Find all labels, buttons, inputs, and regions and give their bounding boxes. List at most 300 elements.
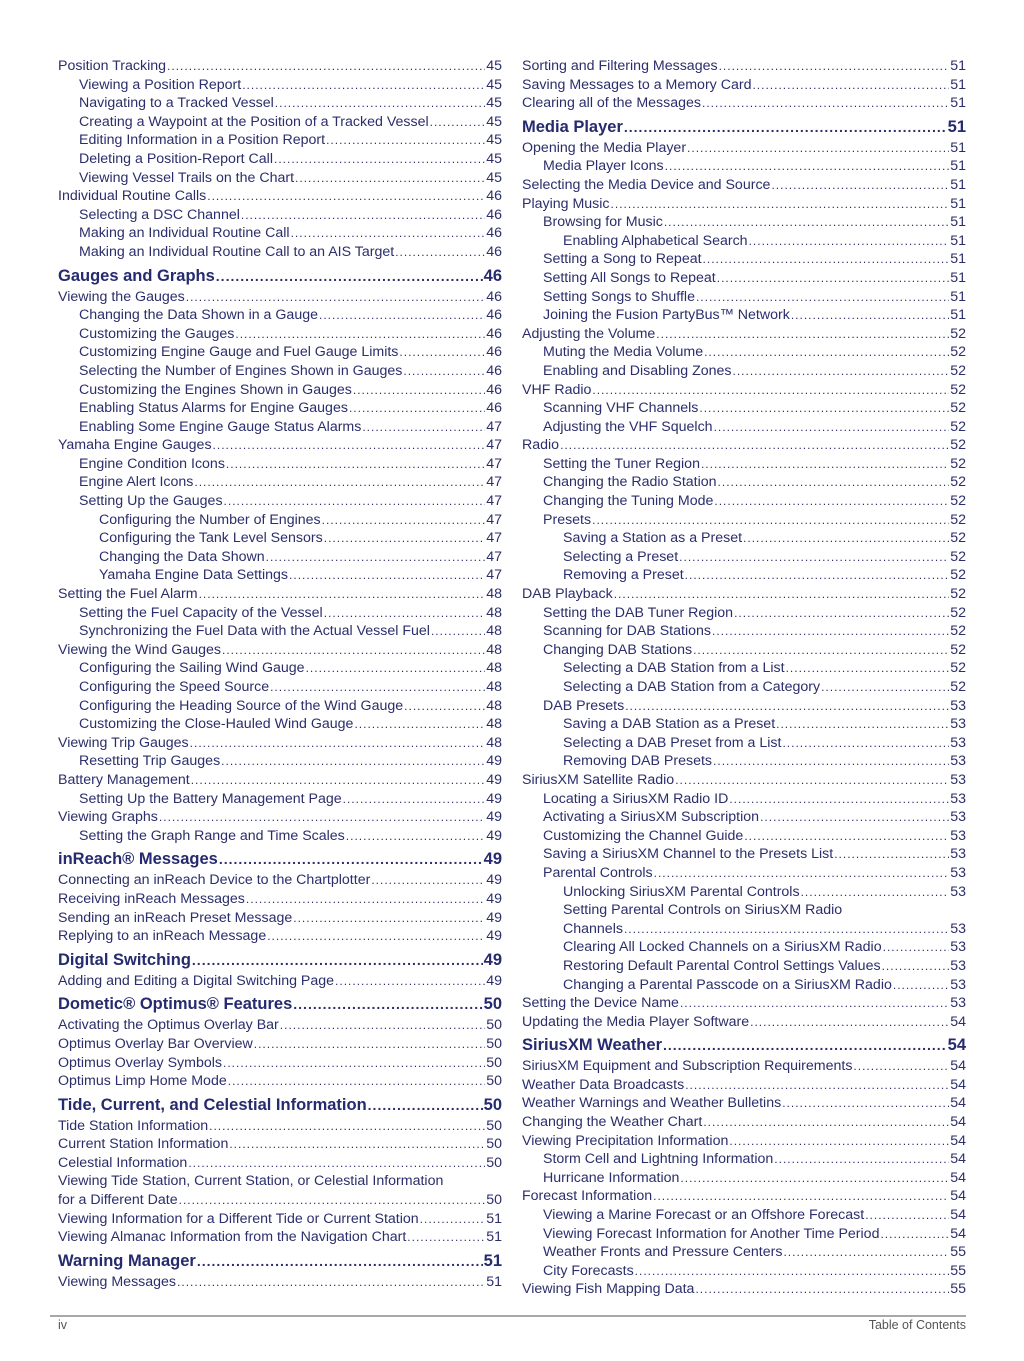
leader-dots xyxy=(744,827,949,846)
leader-dots xyxy=(774,1150,949,1169)
leader-dots xyxy=(270,678,485,697)
toc-entry[interactable] xyxy=(522,604,966,623)
toc-entry[interactable] xyxy=(522,957,966,976)
leader-dots xyxy=(821,678,949,697)
toc-entry-page: 47 xyxy=(486,567,502,584)
toc-entry-page: 53 xyxy=(950,827,966,844)
leader-dots xyxy=(664,213,949,232)
toc-entry-title: Saving a DAB Station as a Preset xyxy=(563,716,776,733)
toc-entry[interactable] xyxy=(522,232,966,251)
toc-entry-title: Optimus Overlay Symbols xyxy=(58,1054,222,1071)
leader-dots xyxy=(717,269,949,288)
toc-entry[interactable] xyxy=(522,845,966,864)
toc-entry[interactable] xyxy=(58,1135,502,1154)
leader-dots xyxy=(267,927,485,946)
toc-entry-page: 49 xyxy=(483,850,502,869)
toc-entry[interactable] xyxy=(58,604,502,623)
toc-entry[interactable] xyxy=(58,206,502,225)
toc-entry-page: 53 xyxy=(950,753,966,770)
toc-entry[interactable] xyxy=(522,566,966,585)
toc-entry-page: 49 xyxy=(486,771,502,788)
toc-entry[interactable] xyxy=(58,909,502,928)
toc-entry-page: 46 xyxy=(486,381,502,398)
toc-entry-title: Locating a SiriusXM Radio ID xyxy=(543,790,729,807)
toc-entry-page: 46 xyxy=(486,225,502,242)
toc-entry-page: 52 xyxy=(950,548,966,565)
toc-entry-title: Viewing Graphs xyxy=(58,809,158,826)
toc-entry-title: Synchronizing the Fuel Data with the Actual Vessel Fuel xyxy=(79,623,430,640)
toc-entry-title: Changing the Radio Station xyxy=(543,474,717,491)
toc-entry-title: Weather Fronts and Pressure Centers xyxy=(543,1244,783,1261)
toc-entry[interactable] xyxy=(522,57,966,76)
toc-entry[interactable] xyxy=(522,1225,966,1244)
toc-entry[interactable] xyxy=(58,76,502,95)
toc-entry-page: 49 xyxy=(486,928,502,945)
toc-entry[interactable] xyxy=(58,771,502,790)
toc-entry-page: 47 xyxy=(486,418,502,435)
leader-dots xyxy=(713,752,949,771)
leader-dots xyxy=(791,306,949,325)
toc-entry[interactable] xyxy=(522,1243,966,1262)
leader-dots xyxy=(865,1206,949,1225)
toc-entry-title: Navigating to a Tracked Vessel xyxy=(79,95,274,112)
toc-entry[interactable] xyxy=(522,697,966,716)
toc-entry-title: Clearing all of the Messages xyxy=(522,95,702,112)
toc-entry[interactable] xyxy=(58,325,502,344)
toc-entry-title: Setting Parental Controls on SiriusXM Radio xyxy=(563,902,843,919)
toc-entry-title: Saving Messages to a Memory Card xyxy=(522,76,752,93)
toc-entry-page: 50 xyxy=(483,1095,502,1114)
toc-entry[interactable] xyxy=(522,1187,966,1206)
toc-entry[interactable] xyxy=(58,1172,502,1209)
toc-entry-title: Viewing Forecast Information for Another Time Period xyxy=(543,1225,880,1242)
toc-entry[interactable] xyxy=(522,678,966,697)
toc-entry-title: Removing a Preset xyxy=(563,567,684,584)
toc-entry[interactable] xyxy=(58,288,502,307)
toc-entry[interactable] xyxy=(58,734,502,753)
toc-entry[interactable] xyxy=(58,927,502,946)
leader-dots xyxy=(786,659,950,678)
toc-entry[interactable] xyxy=(522,195,966,214)
toc-entry[interactable] xyxy=(58,1273,502,1292)
toc-entry[interactable] xyxy=(522,436,966,455)
toc-entry-page: 51 xyxy=(950,195,966,212)
toc-entry-title: Media Player xyxy=(522,117,623,136)
toc-entry-page: 49 xyxy=(486,790,502,807)
leader-dots xyxy=(224,492,486,511)
toc-entry[interactable] xyxy=(522,641,966,660)
leader-dots xyxy=(624,920,949,939)
toc-entry[interactable] xyxy=(58,473,502,492)
toc-entry-title: Setting the Tuner Region xyxy=(543,455,700,472)
toc-entry-page: 47 xyxy=(486,511,502,528)
leader-dots xyxy=(614,585,950,604)
leader-dots xyxy=(624,115,947,139)
toc-entry-title: Scanning for DAB Stations xyxy=(543,623,711,640)
toc-entry-page: 51 xyxy=(483,1251,502,1270)
toc-entry[interactable] xyxy=(58,343,502,362)
leader-dots xyxy=(719,57,950,76)
toc-entry[interactable] xyxy=(522,473,966,492)
toc-entry-title-continued: for a Different Date xyxy=(58,1192,178,1209)
toc-entry[interactable] xyxy=(58,362,502,381)
leader-dots xyxy=(893,976,949,995)
toc-entry[interactable] xyxy=(522,622,966,641)
leader-dots xyxy=(420,1210,486,1229)
toc-entry-title: Selecting the Number of Engines Shown in Gauges xyxy=(79,362,403,379)
toc-entry-page: 45 xyxy=(486,76,502,93)
toc-entry-page: 53 xyxy=(950,883,966,900)
toc-entry[interactable] xyxy=(522,1150,966,1169)
toc-entry-title: Viewing Information for a Different Tide or Current Station xyxy=(58,1210,419,1227)
toc-entry[interactable] xyxy=(58,697,502,716)
toc-entry[interactable] xyxy=(58,641,502,660)
toc-entry-title: SiriusXM Weather xyxy=(522,1036,662,1055)
toc-entry[interactable] xyxy=(58,566,502,585)
toc-entry[interactable] xyxy=(522,455,966,474)
toc-entry-page: 48 xyxy=(486,623,502,640)
leader-dots xyxy=(675,771,949,790)
toc-entry[interactable] xyxy=(522,976,966,995)
leader-dots xyxy=(696,288,949,307)
toc-entry[interactable] xyxy=(522,492,966,511)
toc-entry-page: 49 xyxy=(486,890,502,907)
toc-entry-page: 45 xyxy=(486,169,502,186)
footer-section-title: Table of Contents xyxy=(868,1318,966,1332)
toc-entry[interactable] xyxy=(522,585,966,604)
toc-entry-title: Configuring the Number of Engines xyxy=(99,511,321,528)
toc-entry-title: Selecting a DAB Preset from a List xyxy=(563,734,782,751)
toc-entry-title: Engine Alert Icons xyxy=(79,474,194,491)
leader-dots xyxy=(319,306,485,325)
toc-entry-title: Setting a Song to Repeat xyxy=(543,251,702,268)
toc-entry[interactable] xyxy=(58,678,502,697)
leader-dots xyxy=(704,343,949,362)
toc-section-heading[interactable] xyxy=(522,115,966,139)
toc-entry[interactable] xyxy=(58,871,502,890)
leader-dots xyxy=(371,871,485,890)
toc-entry[interactable] xyxy=(58,113,502,132)
toc-entry-page: 46 xyxy=(486,400,502,417)
toc-entry[interactable] xyxy=(522,1262,966,1281)
toc-entry[interactable] xyxy=(522,771,966,790)
toc-entry[interactable] xyxy=(522,94,966,113)
toc-entry[interactable] xyxy=(522,288,966,307)
toc-entry[interactable] xyxy=(58,455,502,474)
toc-entry-page: 45 xyxy=(486,150,502,167)
toc-entry[interactable] xyxy=(522,1076,966,1095)
toc-entry-page: 51 xyxy=(947,117,966,136)
leader-dots xyxy=(179,1191,486,1210)
toc-entry-title: Optimus Overlay Bar Overview xyxy=(58,1035,253,1052)
toc-entry-page: 46 xyxy=(483,266,502,285)
toc-entry[interactable] xyxy=(522,864,966,883)
toc-entry[interactable] xyxy=(522,157,966,176)
leader-dots xyxy=(362,418,485,437)
toc-entry[interactable] xyxy=(522,343,966,362)
toc-entry-title: City Forecasts xyxy=(543,1262,634,1279)
toc-entry[interactable] xyxy=(522,827,966,846)
leader-dots xyxy=(635,1262,950,1281)
toc-entry-title: Viewing a Position Report xyxy=(79,76,242,93)
toc-entry-page: 46 xyxy=(486,362,502,379)
toc-entry[interactable] xyxy=(522,269,966,288)
leader-dots xyxy=(324,604,486,623)
toc-entry[interactable] xyxy=(58,1054,502,1073)
leader-dots xyxy=(274,150,485,169)
toc-entry-title: Customizing the Channel Guide xyxy=(543,827,744,844)
leader-dots xyxy=(733,362,950,381)
toc-entry[interactable] xyxy=(58,890,502,909)
leader-dots xyxy=(680,1169,949,1188)
toc-entry[interactable] xyxy=(58,131,502,150)
leader-dots xyxy=(783,1243,949,1262)
toc-entry[interactable] xyxy=(58,57,502,76)
toc-entry-title: Selecting a DAB Station from a List xyxy=(563,660,785,677)
toc-entry-page: 53 xyxy=(950,809,966,826)
toc-entry[interactable] xyxy=(58,1210,502,1229)
toc-entry[interactable] xyxy=(522,1013,966,1032)
toc-entry-page: 47 xyxy=(486,437,502,454)
toc-entry[interactable] xyxy=(522,901,966,938)
toc-entry[interactable] xyxy=(522,808,966,827)
toc-entry-title: Changing the Data Shown in a Gauge xyxy=(79,307,318,324)
toc-entry[interactable] xyxy=(522,529,966,548)
toc-entry-title: Making an Individual Routine Call xyxy=(79,225,290,242)
toc-entry-title: Configuring the Sailing Wind Gauge xyxy=(79,660,305,677)
toc-entry-title: Sorting and Filtering Messages xyxy=(522,58,718,74)
toc-entry-title: Enabling Alphabetical Search xyxy=(563,232,748,249)
toc-entry-page: 54 xyxy=(950,1207,966,1224)
toc-entry-page: 52 xyxy=(950,437,966,454)
toc-entry[interactable] xyxy=(58,1035,502,1054)
toc-entry-title: Hurricane Information xyxy=(543,1169,680,1186)
toc-entry-page: 50 xyxy=(486,1192,502,1209)
toc-entry[interactable] xyxy=(522,76,966,95)
toc-entry[interactable] xyxy=(522,1113,966,1132)
toc-entry-page: 54 xyxy=(950,1151,966,1168)
toc-entry[interactable] xyxy=(58,790,502,809)
toc-entry[interactable] xyxy=(58,529,502,548)
toc-entry[interactable] xyxy=(522,715,966,734)
toc-entry-page: 54 xyxy=(950,1095,966,1112)
toc-entry[interactable] xyxy=(522,659,966,678)
leader-dots xyxy=(702,94,949,113)
toc-entry-page: 46 xyxy=(486,243,502,260)
toc-entry[interactable] xyxy=(58,1072,502,1091)
toc-section-heading[interactable] xyxy=(58,948,502,972)
leader-dots xyxy=(191,771,486,790)
toc-entry[interactable] xyxy=(58,436,502,455)
toc-entry[interactable] xyxy=(58,1228,502,1247)
toc-entry[interactable] xyxy=(58,418,502,437)
leader-dots xyxy=(213,436,486,455)
toc-entry-title: Engine Condition Icons xyxy=(79,455,225,472)
toc-entry[interactable] xyxy=(58,808,502,827)
toc-entry[interactable] xyxy=(522,790,966,809)
toc-entry-page: 53 xyxy=(950,995,966,1012)
leader-dots xyxy=(186,288,485,307)
toc-entry-page: 54 xyxy=(950,1225,966,1242)
toc-entry[interactable] xyxy=(522,1057,966,1076)
toc-entry-page: 52 xyxy=(950,511,966,528)
toc-entry-title: Customizing the Gauges xyxy=(79,325,235,342)
toc-entry-title: Connecting an inReach Device to the Chartplotter xyxy=(58,872,371,889)
toc-entry-title: Changing the Data Shown xyxy=(99,548,265,565)
toc-entry-title: Unlocking SiriusXM Parental Controls xyxy=(563,883,800,900)
toc-entry-title: Browsing for Music xyxy=(543,214,663,231)
toc-entry-page: 54 xyxy=(950,1132,966,1149)
toc-entry-title: Position Tracking xyxy=(58,58,167,74)
toc-entry-page: 50 xyxy=(486,1154,502,1171)
leader-dots xyxy=(771,176,949,195)
toc-entry-page: 51 xyxy=(950,58,966,74)
leader-dots xyxy=(743,529,949,548)
toc-entry[interactable] xyxy=(58,224,502,243)
leader-dots xyxy=(653,1187,949,1206)
toc-entry[interactable] xyxy=(522,1206,966,1225)
leader-dots xyxy=(209,1117,485,1136)
toc-entry[interactable] xyxy=(58,715,502,734)
toc-entry-title: Weather Warnings and Weather Bulletins xyxy=(522,1095,782,1112)
toc-entry-page: 46 xyxy=(486,288,502,305)
toc-entry-page: 52 xyxy=(950,418,966,435)
toc-entry[interactable] xyxy=(522,752,966,771)
toc-section-heading[interactable] xyxy=(58,992,502,1016)
leader-dots xyxy=(289,566,485,585)
leader-dots xyxy=(714,492,949,511)
toc-entry[interactable] xyxy=(58,492,502,511)
toc-entry-title: Current Station Information xyxy=(58,1136,229,1153)
toc-entry[interactable] xyxy=(522,511,966,530)
toc-entry-title: Setting the Device Name xyxy=(522,995,679,1012)
toc-section-heading[interactable] xyxy=(58,847,502,871)
toc-entry[interactable] xyxy=(58,511,502,530)
toc-entry-title: Yamaha Engine Data Settings xyxy=(99,567,289,584)
toc-entry-title: Enabling Some Engine Gauge Status Alarms xyxy=(79,418,362,435)
leader-dots xyxy=(882,957,950,976)
toc-entry-title: Presets xyxy=(543,511,592,528)
toc-entry-page: 52 xyxy=(950,400,966,417)
toc-entry[interactable] xyxy=(58,169,502,188)
toc-entry-title: Setting the Graph Range and Time Scales xyxy=(79,827,345,844)
toc-entry-page: 47 xyxy=(486,493,502,510)
toc-entry-page: 52 xyxy=(950,567,966,584)
toc-entry[interactable] xyxy=(522,176,966,195)
toc-entry[interactable] xyxy=(58,585,502,604)
toc-entry[interactable] xyxy=(522,1169,966,1188)
toc-entry[interactable] xyxy=(522,734,966,753)
toc-entry[interactable] xyxy=(58,1154,502,1173)
toc-entry[interactable] xyxy=(58,306,502,325)
toc-entry-title: Viewing Vessel Trails on the Chart xyxy=(79,169,295,186)
toc-entry[interactable] xyxy=(58,381,502,400)
leader-dots xyxy=(880,1225,949,1244)
toc-entry[interactable] xyxy=(58,548,502,567)
toc-section-heading[interactable] xyxy=(58,1093,502,1117)
toc-entry-page: 53 xyxy=(950,976,966,993)
toc-entry[interactable] xyxy=(522,1094,966,1113)
toc-entry-page: 50 xyxy=(486,1017,502,1034)
toc-section-heading[interactable] xyxy=(58,264,502,288)
toc-entry-title: Viewing Fish Mapping Data xyxy=(522,1281,695,1298)
toc-entry[interactable] xyxy=(522,250,966,269)
toc-entry-page: 51 xyxy=(950,251,966,268)
toc-entry-title: SiriusXM Satellite Radio xyxy=(522,771,675,788)
leader-dots xyxy=(346,827,485,846)
toc-entry[interactable] xyxy=(522,325,966,344)
toc-entry[interactable] xyxy=(58,150,502,169)
toc-entry-title: Configuring the Heading Source of the Wind Gauge xyxy=(79,697,404,714)
leader-dots xyxy=(834,845,949,864)
toc-entry[interactable] xyxy=(522,399,966,418)
toc-entry[interactable] xyxy=(522,994,966,1013)
toc-entry[interactable] xyxy=(522,1132,966,1151)
toc-entry[interactable] xyxy=(58,1016,502,1035)
leader-dots xyxy=(222,641,485,660)
toc-entry[interactable] xyxy=(58,972,502,991)
toc-entry-title: Individual Routine Calls xyxy=(58,188,207,205)
toc-entry-title: Changing a Parental Passcode on a SiriusXM Radio xyxy=(563,976,892,993)
toc-entry-title: Media Player Icons xyxy=(543,158,664,175)
toc-entry[interactable] xyxy=(58,243,502,262)
toc-section-heading[interactable] xyxy=(58,1249,502,1273)
toc-entry[interactable] xyxy=(522,381,966,400)
toc-entry[interactable] xyxy=(58,399,502,418)
toc-entry[interactable] xyxy=(522,938,966,957)
leader-dots xyxy=(654,864,950,883)
toc-entry-page: 50 xyxy=(486,1073,502,1090)
toc-section-heading[interactable] xyxy=(522,1033,966,1057)
leader-dots xyxy=(188,1154,485,1173)
toc-entry[interactable] xyxy=(522,1280,966,1299)
toc-entry[interactable] xyxy=(522,418,966,437)
toc-entry-title: Viewing Messages xyxy=(58,1273,177,1290)
toc-entry[interactable] xyxy=(58,187,502,206)
toc-entry[interactable] xyxy=(58,94,502,113)
toc-entry-title: Sending an inReach Preset Message xyxy=(58,909,293,926)
toc-entry-title: Selecting a DSC Channel xyxy=(79,206,240,223)
toc-entry-title: Radio xyxy=(522,437,560,454)
toc-entry[interactable] xyxy=(58,752,502,771)
toc-entry[interactable] xyxy=(522,362,966,381)
toc-entry-page: 52 xyxy=(950,493,966,510)
toc-entry[interactable] xyxy=(522,139,966,158)
toc-entry-page: 47 xyxy=(486,548,502,565)
toc-entry[interactable] xyxy=(522,883,966,902)
toc-entry-title: Playing Music xyxy=(522,195,610,212)
toc-entry-page: 53 xyxy=(950,939,966,956)
toc-entry-title: Removing DAB Presets xyxy=(563,753,713,770)
leader-dots xyxy=(760,808,949,827)
leader-dots xyxy=(407,1228,485,1247)
toc-entry[interactable] xyxy=(58,1117,502,1136)
toc-entry[interactable] xyxy=(522,548,966,567)
toc-entry[interactable] xyxy=(522,213,966,232)
toc-entry-page: 50 xyxy=(486,1136,502,1153)
toc-entry-page: 47 xyxy=(486,474,502,491)
toc-entry[interactable] xyxy=(58,622,502,641)
toc-entry-title: Dometic® Optimus® Features xyxy=(58,995,293,1014)
leader-dots xyxy=(349,399,485,418)
toc-entry-page: 52 xyxy=(950,344,966,361)
toc-entry[interactable] xyxy=(522,306,966,325)
leader-dots xyxy=(167,57,485,76)
toc-entry-page: 46 xyxy=(486,344,502,361)
toc-entry[interactable] xyxy=(58,659,502,678)
toc-entry[interactable] xyxy=(58,827,502,846)
toc-entry-page: 53 xyxy=(950,864,966,881)
